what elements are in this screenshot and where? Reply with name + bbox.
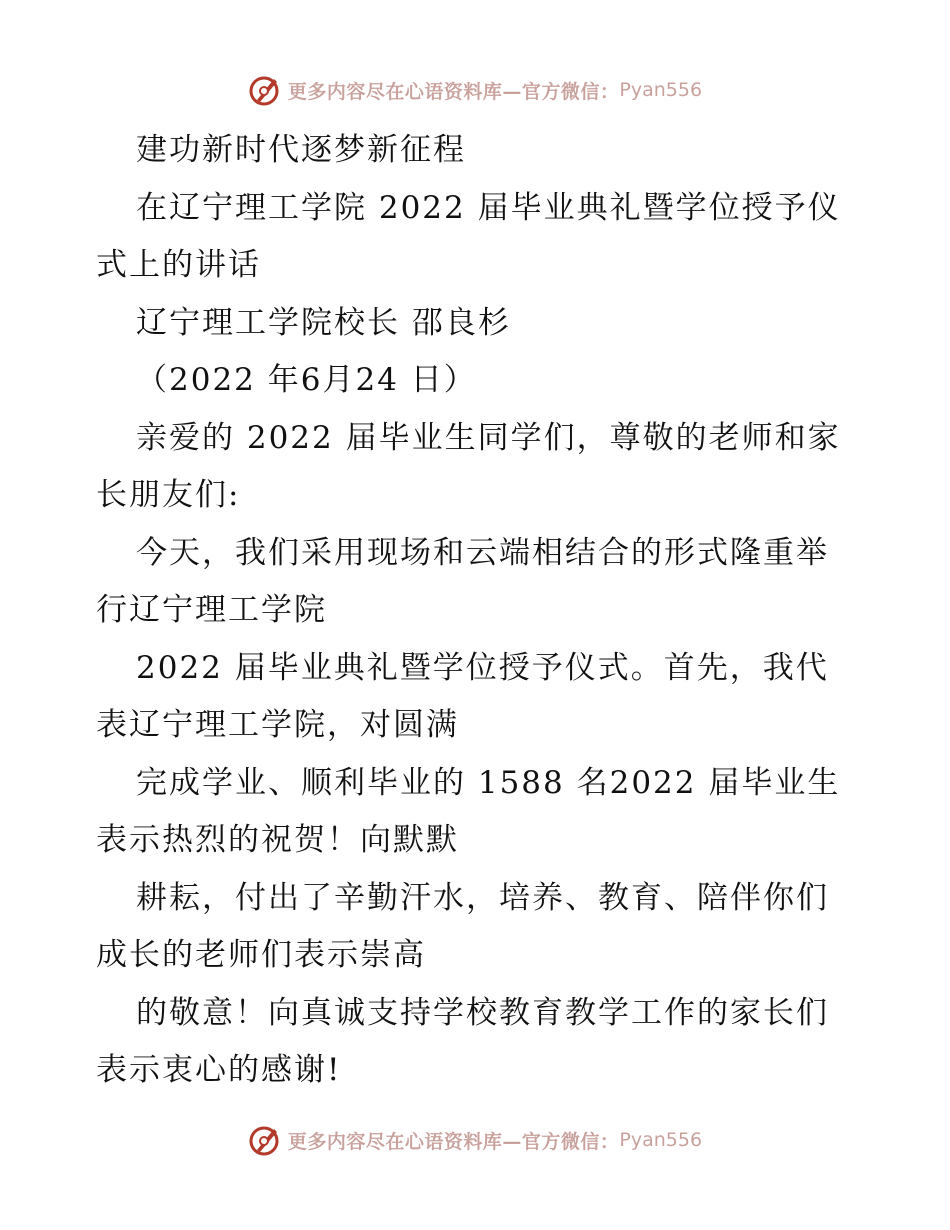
watermark-text: 更多内容尽在心语资料库—官方微信： [287,1130,620,1153]
body-line: 表辽宁理工学院，对圆满 [96,707,459,743]
body-line: 成长的老师们表示崇高 [96,937,426,973]
header-watermark [0,72,950,108]
watermark-wechat-id: Pyan556 [619,79,703,101]
pen-circle-logo-icon [248,73,282,107]
watermark-text: 更多内容尽在心语资料库—官方微信： [287,80,620,103]
body-line: 的敬意！向真诚支持学校教育教学工作的家长们 [136,994,829,1031]
body-line: 表示衷心的感谢! [96,1052,342,1088]
body-line: 表示热烈的祝贺！向默默 [96,822,459,858]
watermark-wechat-id: Pyan556 [619,1129,703,1151]
pen-circle-logo-icon [248,1123,282,1157]
document-date: （2022 年6月24 日） [136,362,477,398]
body-line: 完成学业、顺利毕业的 1588 名2022 届毕业生 [136,764,841,801]
footer-watermark [0,1122,950,1158]
document-subtitle-line-2: 式上的讲话 [96,247,261,283]
body-line: 行辽宁理工学院 [96,592,327,628]
body-line: 亲爱的 2022 届毕业生同学们，尊敬的老师和家 [136,419,841,456]
document-title: 建功新时代逐梦新征程 [136,132,466,168]
body-line: 今天，我们采用现场和云端相结合的形式隆重举 [136,534,829,571]
body-line: 长朋友们: [96,477,241,513]
body-line: 2022 届毕业典礼暨学位授予仪式。首先，我代 [136,649,829,686]
document-subtitle-line-1: 在辽宁理工学院 2022 届毕业典礼暨学位授予仪 [136,189,841,226]
document-author: 辽宁理工学院校长 邵良杉 [136,304,511,341]
document-body [96,122,856,1100]
body-line: 耕耘，付出了辛勤汗水，培养、教育、陪伴你们 [136,879,829,916]
